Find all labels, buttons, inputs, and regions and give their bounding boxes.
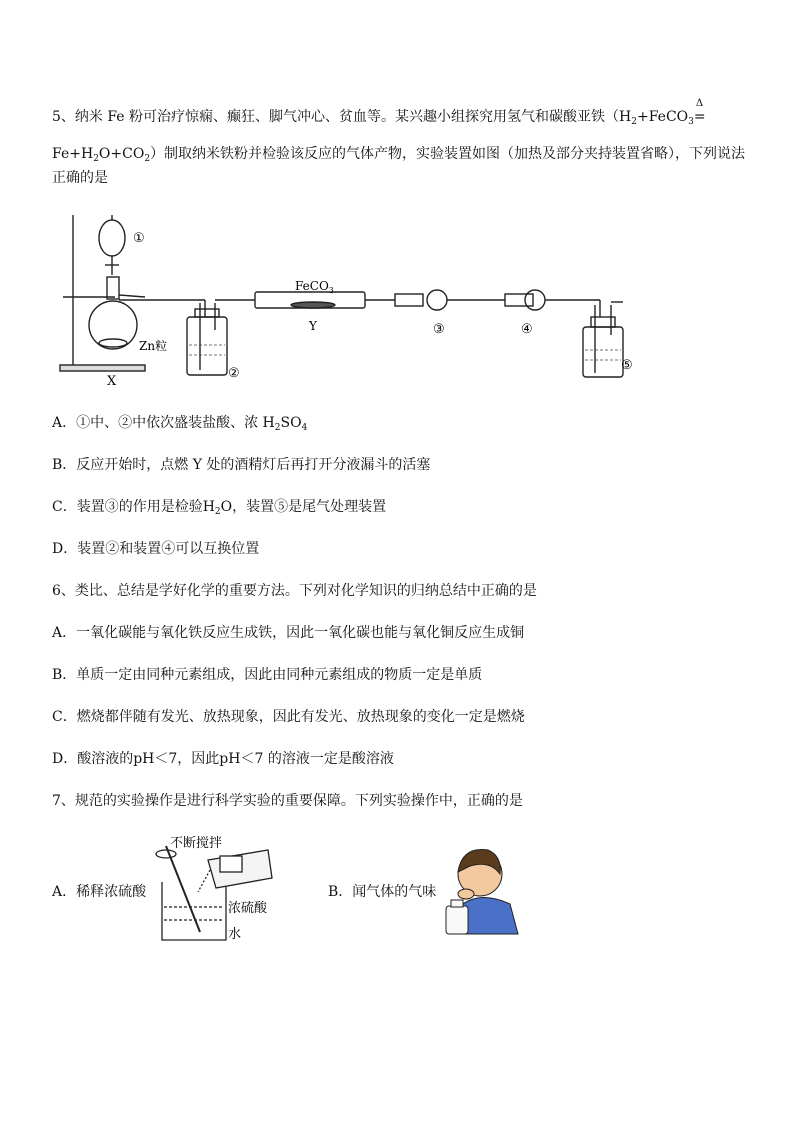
label-x: X (107, 374, 117, 389)
label-zn: Zn粒 (139, 339, 168, 353)
heat-equal-sign: Δ = (693, 98, 706, 125)
q6-option-d: D．酸溶液的pH＜7，因此pH＜7 的溶液一定是酸溶液 (52, 751, 394, 767)
label-water: 水 (228, 927, 242, 942)
q5-option-c: C．装置③的作用是检验$H_2O$，装置⑤是尾气处理装置 (52, 499, 387, 517)
q7-stem: 7、规范的实验操作是进行科学实验的重要保障。下列实验操作中，正确的是 (52, 793, 523, 809)
label-stir: 不断搅拌 (170, 836, 223, 851)
label-5: ⑤ (621, 358, 633, 373)
q5-apparatus-figure (55, 205, 645, 390)
q7-dilute-acid-figure (148, 832, 288, 947)
q6-option-c: C．燃烧都伴随有发光、放热现象，因此有发光、放热现象的变化一定是燃烧 (52, 709, 525, 725)
label-feco3: FeCO$_3$ (295, 279, 334, 295)
q6-stem: 6、类比、总结是学好化学的重要方法。下列对化学知识的归纳总结中正确的是 (52, 583, 537, 599)
q5-option-d: D．装置②和装置④可以互换位置 (52, 541, 260, 557)
q7-smell-gas-figure (440, 838, 520, 938)
q5-stem-line2: $Fe+H_2O+CO_2$）制取纳米铁粉并检验该反应的气体产物，实验装置如图（加热及部分夹持装置省略），下列说法 (52, 146, 746, 164)
q5-stem-line3: 正确的是 (52, 170, 108, 186)
q6-option-b: B．单质一定由同种元素组成，因此由同种元素组成的物质一定是单质 (52, 667, 483, 683)
q7-option-b: B．闻气体的气味 (328, 884, 437, 900)
q5-option-a: A．①中、②中依次盛装盐酸、浓 $H_2SO_4$ (52, 415, 308, 433)
label-y: Y (309, 319, 317, 333)
label-2: ② (228, 366, 240, 381)
label-acid: 浓硫酸 (228, 901, 268, 916)
label-4: ④ (521, 322, 533, 337)
label-3: ③ (433, 322, 445, 337)
q5-option-b: B．反应开始时，点燃 Y 处的酒精灯后再打开分液漏斗的活塞 (52, 457, 431, 473)
label-1: ① (133, 231, 145, 246)
q7-option-a: A．稀释浓硫酸 (52, 884, 147, 900)
q6-option-a: A．一氧化碳能与氧化铁反应生成铁，因此一氧化碳也能与氧化铜反应生成铜 (52, 625, 525, 641)
q5-stem-line1: 5、纳米 Fe 粉可治疗惊痫、癫狂、脚气冲心、贫血等。某兴趣小组探究用氢气和碳酸亚铁（$H_2+FeCO_3$ Δ = (52, 98, 706, 127)
